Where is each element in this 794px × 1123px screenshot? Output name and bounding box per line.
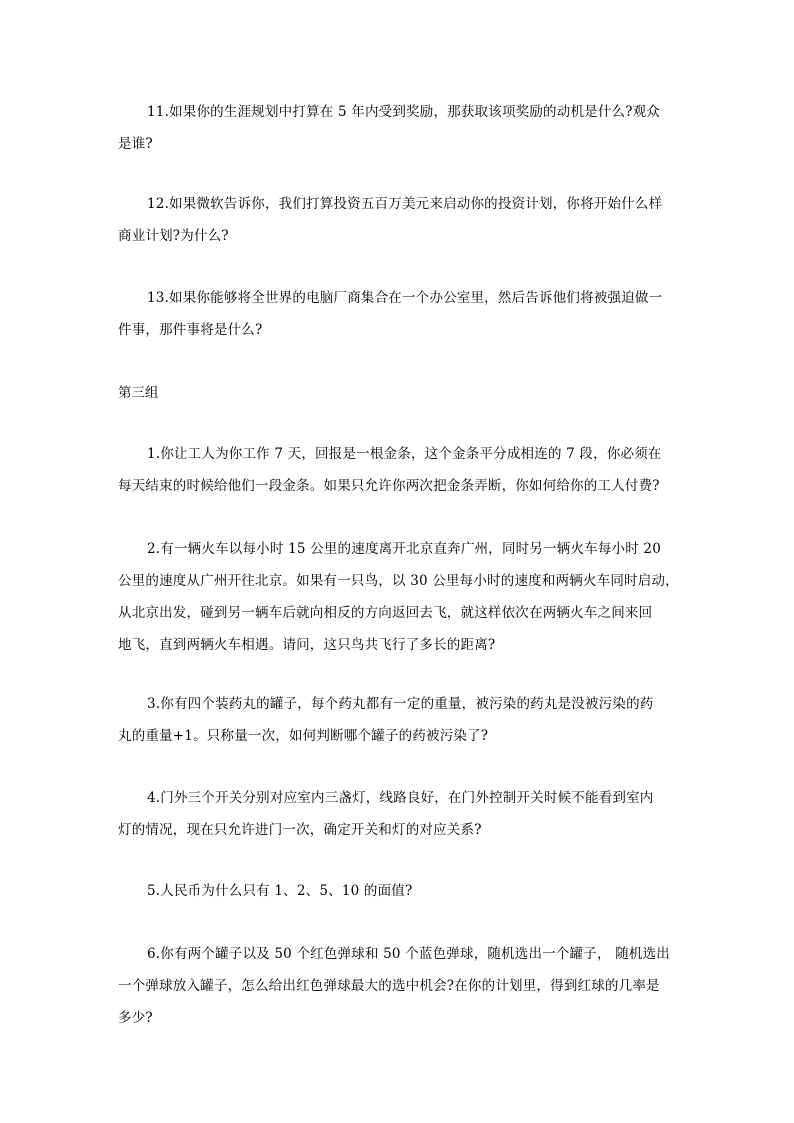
question-12-line-2: 商业计划?为什么?	[118, 228, 229, 244]
question-11-line-1: 11.如果你的生涯规划中打算在 5 年内受到奖励，那获取该项奖励的动机是什么?观众	[147, 104, 661, 120]
group-three-question-4	[118, 782, 678, 846]
group-three-question-2	[118, 533, 678, 661]
group-three-question-1-line-1: 1.你让工人为你工作 7 天，回报是一根金条，这个金条平分成相连的 7 段，你必须在	[147, 446, 662, 462]
question-13-line-1: 13.如果你能够将全世界的电脑厂商集合在一个办公室里，然后告诉他们将被强迫做一	[147, 290, 663, 306]
group-three-question-6	[118, 938, 678, 1034]
group-three-question-6-line-3: 多少?	[118, 1010, 153, 1026]
section-heading-group-three: 第三组	[118, 385, 159, 401]
group-three-question-2-line-2: 公里的速度从广州开往北京。如果有一只鸟，以 30 公里每小时的速度和两辆火车同时启动，	[118, 573, 679, 589]
question-13	[118, 282, 678, 346]
group-three-question-2-line-1: 2.有一辆火车以每小时 15 公里的速度离开北京直奔广州，同时另一辆火车每小时 20	[147, 541, 662, 557]
question-13-line-2: 件事，那件事将是什么?	[118, 322, 263, 338]
group-three-question-5-line-1: 5.人民币为什么只有 1、2、5、10 的面值?	[147, 883, 413, 899]
group-three-question-4-line-2: 灯的情况，现在只允许进门一次，确定开关和灯的对应关系?	[118, 822, 482, 838]
group-three-question-6-line-2: 一个弹球放入罐子，怎么给出红色弹球最大的选中机会?在你的计划里，得到红球的几率是	[118, 978, 660, 994]
group-three-question-1-line-2: 每天结束的时候给他们一段金条。如果只允许你两次把金条弄断，你如何给你的工人付费?	[118, 478, 660, 494]
group-three-question-3-line-1: 3.你有四个装药丸的罐子，每个药丸都有一定的重量，被污染的药丸是没被污染的药	[147, 696, 654, 712]
group-three-question-2-line-3: 从北京出发，碰到另一辆车后就向相反的方向返回去飞，就这样依次在两辆火车之间来回	[118, 605, 653, 621]
group-three-question-5	[118, 875, 678, 907]
question-11	[118, 96, 678, 160]
group-three-question-6-line-1: 6.你有两个罐子以及 50 个红色弹球和 50 个蓝色弹球，随机选出一个罐子， 随机选出	[147, 946, 670, 962]
question-12	[118, 188, 678, 252]
group-three-question-1	[118, 438, 678, 502]
group-three-question-4-line-1: 4.门外三个开关分别对应室内三盏灯，线路良好，在门外控制开关时候不能看到室内	[147, 790, 654, 806]
question-12-line-1: 12.如果微软告诉你，我们打算投资五百万美元来启动你的投资计划，你将开始什么样	[147, 196, 663, 212]
group-three-question-3-line-2: 丸的重量+1。只称量一次，如何判断哪个罐子的药被污染了?	[118, 728, 489, 744]
group-three-question-2-line-4: 地飞，直到两辆火车相遇。请问，这只鸟共飞行了多长的距离?	[118, 637, 496, 653]
question-11-line-2: 是谁?	[118, 136, 153, 152]
group-three-question-3	[118, 688, 678, 752]
